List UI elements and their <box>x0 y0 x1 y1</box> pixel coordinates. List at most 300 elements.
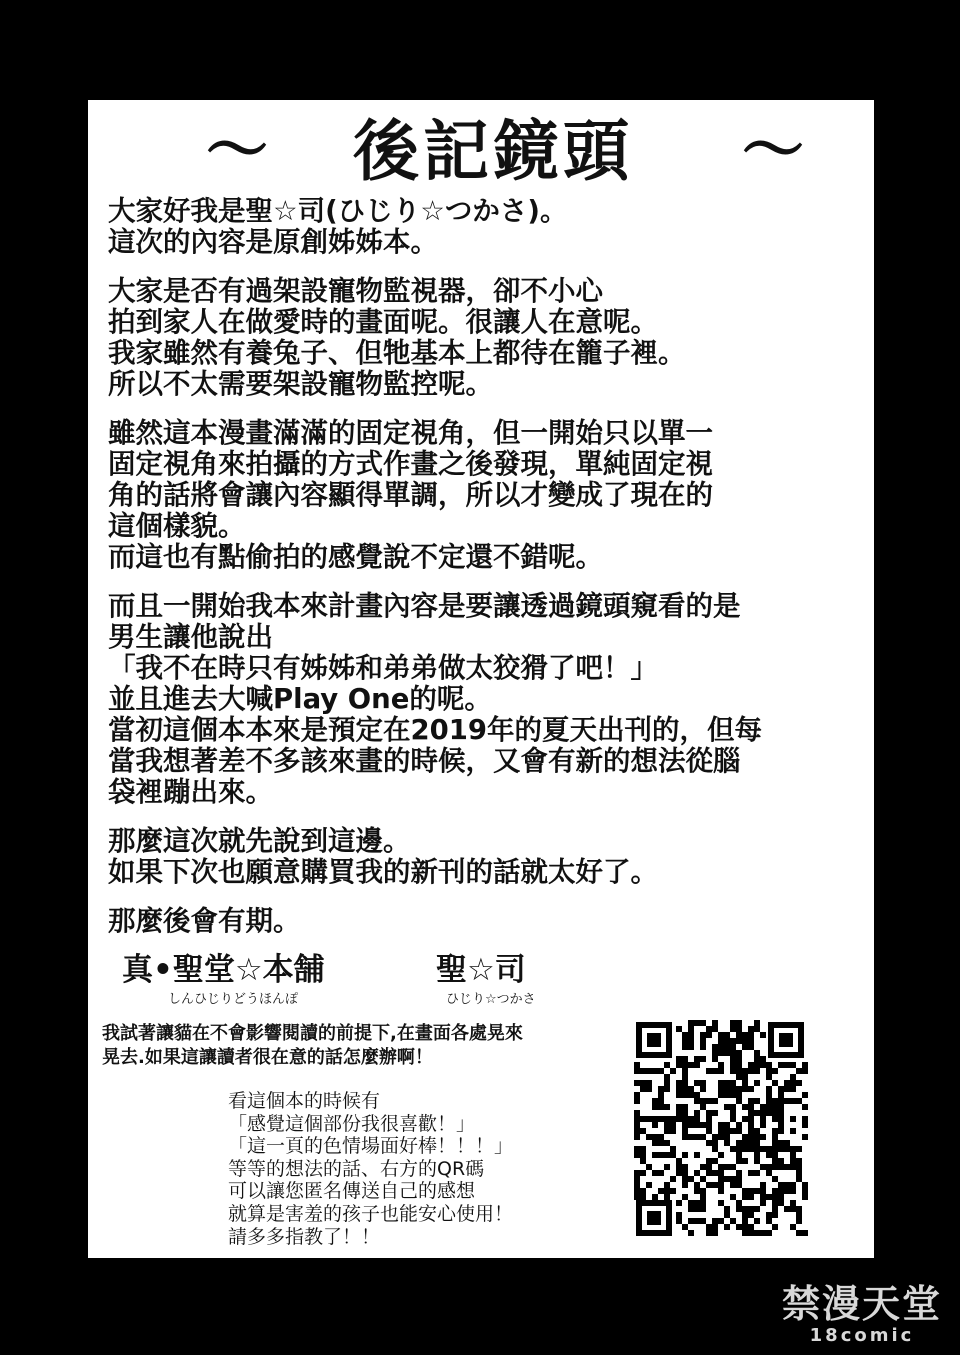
qr-module <box>772 1158 778 1164</box>
text-line: 這次的內容是原創姊姊本。 <box>108 226 438 258</box>
qr-module <box>724 1212 730 1218</box>
qr-module <box>712 1158 718 1164</box>
qr-module <box>736 1032 742 1038</box>
qr-module <box>748 1068 754 1074</box>
qr-module <box>712 1098 718 1104</box>
qr-module <box>754 1188 760 1194</box>
qr-module <box>670 1188 676 1194</box>
qr-module <box>796 1146 802 1152</box>
qr-module <box>760 1200 766 1206</box>
qr-module <box>682 1122 688 1128</box>
qr-module <box>706 1110 712 1116</box>
qr-module <box>784 1080 790 1086</box>
qr-module <box>712 1050 718 1056</box>
qr-module <box>736 1026 742 1032</box>
note-line: 晃去.如果這讓讀者很在意的話怎麼辦啊！ <box>102 1047 433 1068</box>
qr-module <box>784 1146 790 1152</box>
qr-module <box>682 1224 688 1230</box>
qr-module <box>766 1068 772 1074</box>
qr-module <box>742 1230 748 1236</box>
qr-module <box>700 1098 706 1104</box>
qr-module <box>778 1188 784 1194</box>
qr-module <box>778 1164 784 1170</box>
qr-module <box>760 1230 766 1236</box>
qr-module <box>736 1140 742 1146</box>
qr-code-icon[interactable] <box>632 1018 808 1240</box>
qr-module <box>778 1194 784 1200</box>
qr-module <box>682 1038 688 1044</box>
qr-module <box>718 1188 724 1194</box>
qr-module <box>664 1104 670 1110</box>
text-line: 「我不在時只有姊姊和弟弟做太狡猾了吧！」 <box>108 652 658 684</box>
text-line: 我家雖然有養兔子、但牠基本上都待在籠子裡。 <box>108 337 686 369</box>
qr-module <box>730 1068 736 1074</box>
qr-module <box>634 1122 640 1128</box>
qr-module <box>790 1086 796 1092</box>
qr-module <box>790 1128 796 1134</box>
qr-module <box>712 1146 718 1152</box>
qr-module <box>730 1104 736 1110</box>
qr-text-line: 「感覺這個部份我很喜歡！」 <box>228 1112 476 1135</box>
qr-module <box>754 1020 760 1026</box>
qr-module <box>790 1164 796 1170</box>
qr-module <box>730 1218 736 1224</box>
qr-module <box>724 1122 730 1128</box>
tilde-right-decoration: 〜 <box>742 113 805 186</box>
qr-module <box>700 1104 706 1110</box>
qr-module <box>742 1038 748 1044</box>
qr-module <box>688 1026 694 1032</box>
qr-module <box>718 1080 724 1086</box>
qr-module <box>694 1152 700 1158</box>
qr-module <box>730 1146 736 1152</box>
qr-module <box>718 1092 724 1098</box>
qr-module <box>778 1146 784 1152</box>
qr-module <box>700 1122 706 1128</box>
qr-module <box>646 1134 652 1140</box>
qr-module <box>772 1080 778 1086</box>
qr-module <box>736 1128 742 1134</box>
qr-module <box>760 1104 766 1110</box>
qr-module <box>724 1092 730 1098</box>
qr-module <box>712 1140 718 1146</box>
qr-module <box>754 1206 760 1212</box>
qr-module <box>694 1080 700 1086</box>
qr-module <box>778 1116 784 1122</box>
qr-module <box>712 1068 718 1074</box>
qr-module <box>748 1062 754 1068</box>
qr-module <box>796 1080 802 1086</box>
qr-module <box>688 1032 694 1038</box>
qr-module <box>640 1128 646 1134</box>
qr-module <box>670 1146 676 1152</box>
qr-text-line: 請多多指教了！！ <box>228 1225 381 1248</box>
qr-module <box>742 1080 748 1086</box>
qr-module <box>682 1062 688 1068</box>
qr-module <box>766 1098 772 1104</box>
text-line: 而且一開始我本來計畫內容是要讓透過鏡頭窺看的是 <box>108 590 741 622</box>
qr-module <box>790 1158 796 1164</box>
qr-module <box>682 1086 688 1092</box>
paragraph-original-plan <box>108 591 868 808</box>
qr-module <box>754 1128 760 1134</box>
qr-module <box>742 1188 748 1194</box>
qr-module <box>790 1152 796 1158</box>
qr-module <box>760 1194 766 1200</box>
qr-module <box>802 1104 808 1110</box>
qr-module <box>688 1122 694 1128</box>
author-name-reading: ひじり☆つかさ <box>446 992 536 1007</box>
qr-module <box>790 1188 796 1194</box>
qr-module <box>748 1170 754 1176</box>
qr-module <box>754 1218 760 1224</box>
qr-module <box>730 1182 736 1188</box>
qr-module <box>736 1038 742 1044</box>
qr-module <box>718 1032 724 1038</box>
qr-module <box>718 1062 724 1068</box>
qr-module <box>640 1152 646 1158</box>
qr-module <box>724 1032 730 1038</box>
text-line: 那麼這次就先說到這邊。 <box>108 825 411 857</box>
qr-module <box>700 1200 706 1206</box>
qr-module <box>682 1074 688 1080</box>
qr-module <box>772 1104 778 1110</box>
qr-module <box>640 1146 646 1152</box>
qr-module <box>730 1092 736 1098</box>
qr-module <box>718 1176 724 1182</box>
qr-module <box>706 1116 712 1122</box>
qr-module <box>748 1224 754 1230</box>
qr-module <box>724 1044 730 1050</box>
qr-module <box>724 1086 730 1092</box>
qr-module <box>670 1152 676 1158</box>
qr-module <box>694 1218 700 1224</box>
qr-module <box>730 1128 736 1134</box>
qr-module <box>640 1194 646 1200</box>
qr-module <box>760 1062 766 1068</box>
qr-module <box>796 1212 802 1218</box>
qr-module <box>682 1080 688 1086</box>
qr-module <box>754 1068 760 1074</box>
qr-module <box>694 1182 700 1188</box>
text-line: 當我想著差不多該來畫的時候，又會有新的想法從腦 <box>108 745 741 777</box>
qr-module <box>700 1194 706 1200</box>
qr-module <box>652 1098 658 1104</box>
paragraph-closing <box>108 826 868 888</box>
qr-module <box>646 1182 652 1188</box>
qr-module <box>688 1230 694 1236</box>
qr-module <box>682 1182 688 1188</box>
qr-module <box>682 1104 688 1110</box>
qr-module <box>694 1110 700 1116</box>
qr-module <box>778 1110 784 1116</box>
qr-module <box>670 1128 676 1134</box>
qr-module <box>760 1122 766 1128</box>
qr-module <box>760 1188 766 1194</box>
qr-module <box>706 1182 712 1188</box>
qr-module <box>778 1158 784 1164</box>
qr-module <box>670 1068 676 1074</box>
qr-module <box>784 1086 790 1092</box>
qr-module <box>742 1140 748 1146</box>
afterword-body <box>108 196 868 955</box>
text-line: 拍到家人在做愛時的畫面呢。很讓人在意呢。 <box>108 306 658 338</box>
qr-text-line: 等等的想法的話、右方的QR碼 <box>228 1157 485 1180</box>
qr-module <box>748 1206 754 1212</box>
qr-module <box>736 1062 742 1068</box>
qr-module <box>730 1050 736 1056</box>
qr-module <box>772 1128 778 1134</box>
qr-module <box>670 1116 676 1122</box>
qr-module <box>736 1056 742 1062</box>
qr-module <box>754 1146 760 1152</box>
qr-module <box>802 1092 808 1098</box>
qr-module <box>694 1062 700 1068</box>
circle-name-reading: しんひじりどうほんぽ <box>168 992 299 1007</box>
qr-module <box>742 1086 748 1092</box>
qr-module <box>718 1050 724 1056</box>
paragraph-pet-camera <box>108 276 868 400</box>
qr-module <box>748 1026 754 1032</box>
watermark-logo-subtext: 18comic <box>809 1325 915 1346</box>
qr-module <box>748 1140 754 1146</box>
qr-module <box>784 1188 790 1194</box>
qr-module <box>754 1230 760 1236</box>
qr-module <box>658 1092 664 1098</box>
qr-module <box>802 1134 808 1140</box>
qr-module <box>706 1122 712 1128</box>
qr-module <box>646 1086 652 1092</box>
qr-module <box>730 1026 736 1032</box>
qr-module <box>664 1086 670 1092</box>
qr-module <box>712 1224 718 1230</box>
qr-module <box>718 1152 724 1158</box>
qr-module <box>772 1176 778 1182</box>
qr-module <box>730 1080 736 1086</box>
qr-module <box>754 1152 760 1158</box>
qr-module <box>790 1116 796 1122</box>
qr-module <box>712 1026 718 1032</box>
qr-module <box>742 1044 748 1050</box>
qr-module <box>766 1104 772 1110</box>
qr-module <box>658 1170 664 1176</box>
qr-module <box>802 1062 808 1068</box>
text-line: 大家是否有過架設寵物監視器，卻不小心 <box>108 275 603 307</box>
qr-module <box>730 1062 736 1068</box>
qr-module <box>712 1056 718 1062</box>
qr-module <box>778 1140 784 1146</box>
qr-module <box>796 1170 802 1176</box>
paragraph-fixed-view <box>108 418 868 573</box>
qr-module <box>688 1086 694 1092</box>
qr-module <box>694 1134 700 1140</box>
qr-module <box>760 1056 766 1062</box>
qr-module <box>682 1116 688 1122</box>
qr-module <box>742 1158 748 1164</box>
qr-module <box>784 1140 790 1146</box>
qr-module <box>670 1176 676 1182</box>
qr-module <box>742 1146 748 1152</box>
qr-module <box>664 1116 670 1122</box>
qr-module <box>700 1038 706 1044</box>
paragraph-farewell <box>108 906 868 937</box>
qr-module <box>718 1086 724 1092</box>
qr-module <box>718 1128 724 1134</box>
qr-module <box>646 1068 652 1074</box>
qr-module <box>712 1020 718 1026</box>
qr-module <box>676 1080 682 1086</box>
qr-module <box>724 1128 730 1134</box>
text-line: 雖然這本漫畫滿滿的固定視角，但一開始只以單一 <box>108 417 713 449</box>
qr-module <box>646 1164 652 1170</box>
qr-text-line: 就算是害羞的孩子也能安心使用！ <box>228 1202 514 1225</box>
qr-module <box>658 1134 664 1140</box>
qr-module <box>784 1098 790 1104</box>
qr-module <box>742 1068 748 1074</box>
qr-module <box>802 1194 808 1200</box>
qr-module <box>652 1104 658 1110</box>
text-line: 當初這個本本來是預定在2019年的夏天出刊的，但每 <box>108 714 763 746</box>
qr-module <box>706 1128 712 1134</box>
note-line: 我試著讓貓在不會影響閱讀的前提下,在畫面各處晃來 <box>102 1023 523 1044</box>
qr-module <box>688 1020 694 1026</box>
qr-module <box>760 1164 766 1170</box>
qr-module <box>724 1164 730 1170</box>
qr-module <box>682 1032 688 1038</box>
qr-module <box>682 1092 688 1098</box>
qr-module <box>718 1218 724 1224</box>
qr-module <box>790 1200 796 1206</box>
qr-module <box>766 1110 772 1116</box>
qr-module <box>742 1218 748 1224</box>
qr-module <box>700 1080 706 1086</box>
qr-module <box>652 1122 658 1128</box>
qr-module <box>748 1194 754 1200</box>
qr-module <box>700 1218 706 1224</box>
qr-module <box>700 1134 706 1140</box>
qr-module <box>736 1152 742 1158</box>
qr-module <box>772 1140 778 1146</box>
qr-module <box>754 1140 760 1146</box>
qr-module <box>760 1116 766 1122</box>
qr-module <box>754 1050 760 1056</box>
qr-module <box>682 1152 688 1158</box>
qr-module <box>766 1074 772 1080</box>
cat-note <box>102 1022 622 1070</box>
qr-module <box>676 1086 682 1092</box>
qr-module <box>676 1104 682 1110</box>
qr-module <box>694 1020 700 1026</box>
qr-module <box>664 1080 670 1086</box>
qr-module <box>724 1104 730 1110</box>
qr-module <box>682 1176 688 1182</box>
qr-module <box>724 1050 730 1056</box>
qr-module <box>742 1074 748 1080</box>
qr-module <box>664 1062 670 1068</box>
qr-module <box>652 1140 658 1146</box>
qr-module <box>718 1134 724 1140</box>
qr-module <box>640 1080 646 1086</box>
qr-module <box>784 1062 790 1068</box>
qr-module <box>772 1110 778 1116</box>
qr-module <box>754 1080 760 1086</box>
qr-module <box>634 1134 640 1140</box>
qr-module <box>706 1158 712 1164</box>
qr-module <box>688 1176 694 1182</box>
qr-module <box>790 1080 796 1086</box>
qr-module <box>652 1116 658 1122</box>
qr-module <box>802 1116 808 1122</box>
qr-module <box>724 1206 730 1212</box>
qr-module <box>730 1056 736 1062</box>
qr-module <box>772 1134 778 1140</box>
qr-module <box>784 1164 790 1170</box>
qr-module <box>658 1086 664 1092</box>
qr-module <box>736 1224 742 1230</box>
qr-module <box>634 1146 640 1152</box>
qr-module <box>778 1062 784 1068</box>
qr-module <box>790 1074 796 1080</box>
qr-module <box>706 1170 712 1176</box>
qr-module <box>742 1224 748 1230</box>
qr-module <box>742 1212 748 1218</box>
qr-module <box>688 1038 694 1044</box>
qr-module <box>766 1230 772 1236</box>
text-line: 而這也有點偷拍的感覺說不定還不錯呢。 <box>108 541 603 573</box>
qr-module <box>760 1182 766 1188</box>
qr-module <box>682 1110 688 1116</box>
qr-module <box>724 1038 730 1044</box>
qr-instructions <box>228 1090 608 1248</box>
qr-module <box>730 1038 736 1044</box>
qr-module <box>694 1122 700 1128</box>
qr-module <box>688 1044 694 1050</box>
qr-module <box>634 1194 640 1200</box>
qr-module <box>688 1092 694 1098</box>
qr-module <box>748 1098 754 1104</box>
qr-module <box>748 1110 754 1116</box>
qr-module <box>700 1176 706 1182</box>
paragraph-greeting <box>108 196 868 258</box>
qr-module <box>724 1176 730 1182</box>
qr-module <box>676 1218 682 1224</box>
qr-module <box>796 1206 802 1212</box>
qr-module <box>724 1140 730 1146</box>
qr-module <box>736 1146 742 1152</box>
qr-module <box>730 1110 736 1116</box>
qr-module <box>736 1050 742 1056</box>
qr-module <box>646 1116 652 1122</box>
qr-module <box>736 1200 742 1206</box>
qr-module <box>736 1158 742 1164</box>
qr-module <box>730 1164 736 1170</box>
qr-module <box>742 1032 748 1038</box>
qr-module <box>658 1068 664 1074</box>
qr-module <box>694 1056 700 1062</box>
qr-module <box>790 1182 796 1188</box>
qr-module <box>718 1038 724 1044</box>
text-line: 男生讓他說出 <box>108 621 273 653</box>
qr-module <box>760 1134 766 1140</box>
qr-module <box>736 1098 742 1104</box>
qr-module <box>754 1158 760 1164</box>
qr-module <box>700 1206 706 1212</box>
qr-module <box>688 1062 694 1068</box>
qr-module <box>766 1092 772 1098</box>
afterword-header <box>88 114 874 194</box>
qr-module <box>694 1170 700 1176</box>
qr-module <box>682 1056 688 1062</box>
